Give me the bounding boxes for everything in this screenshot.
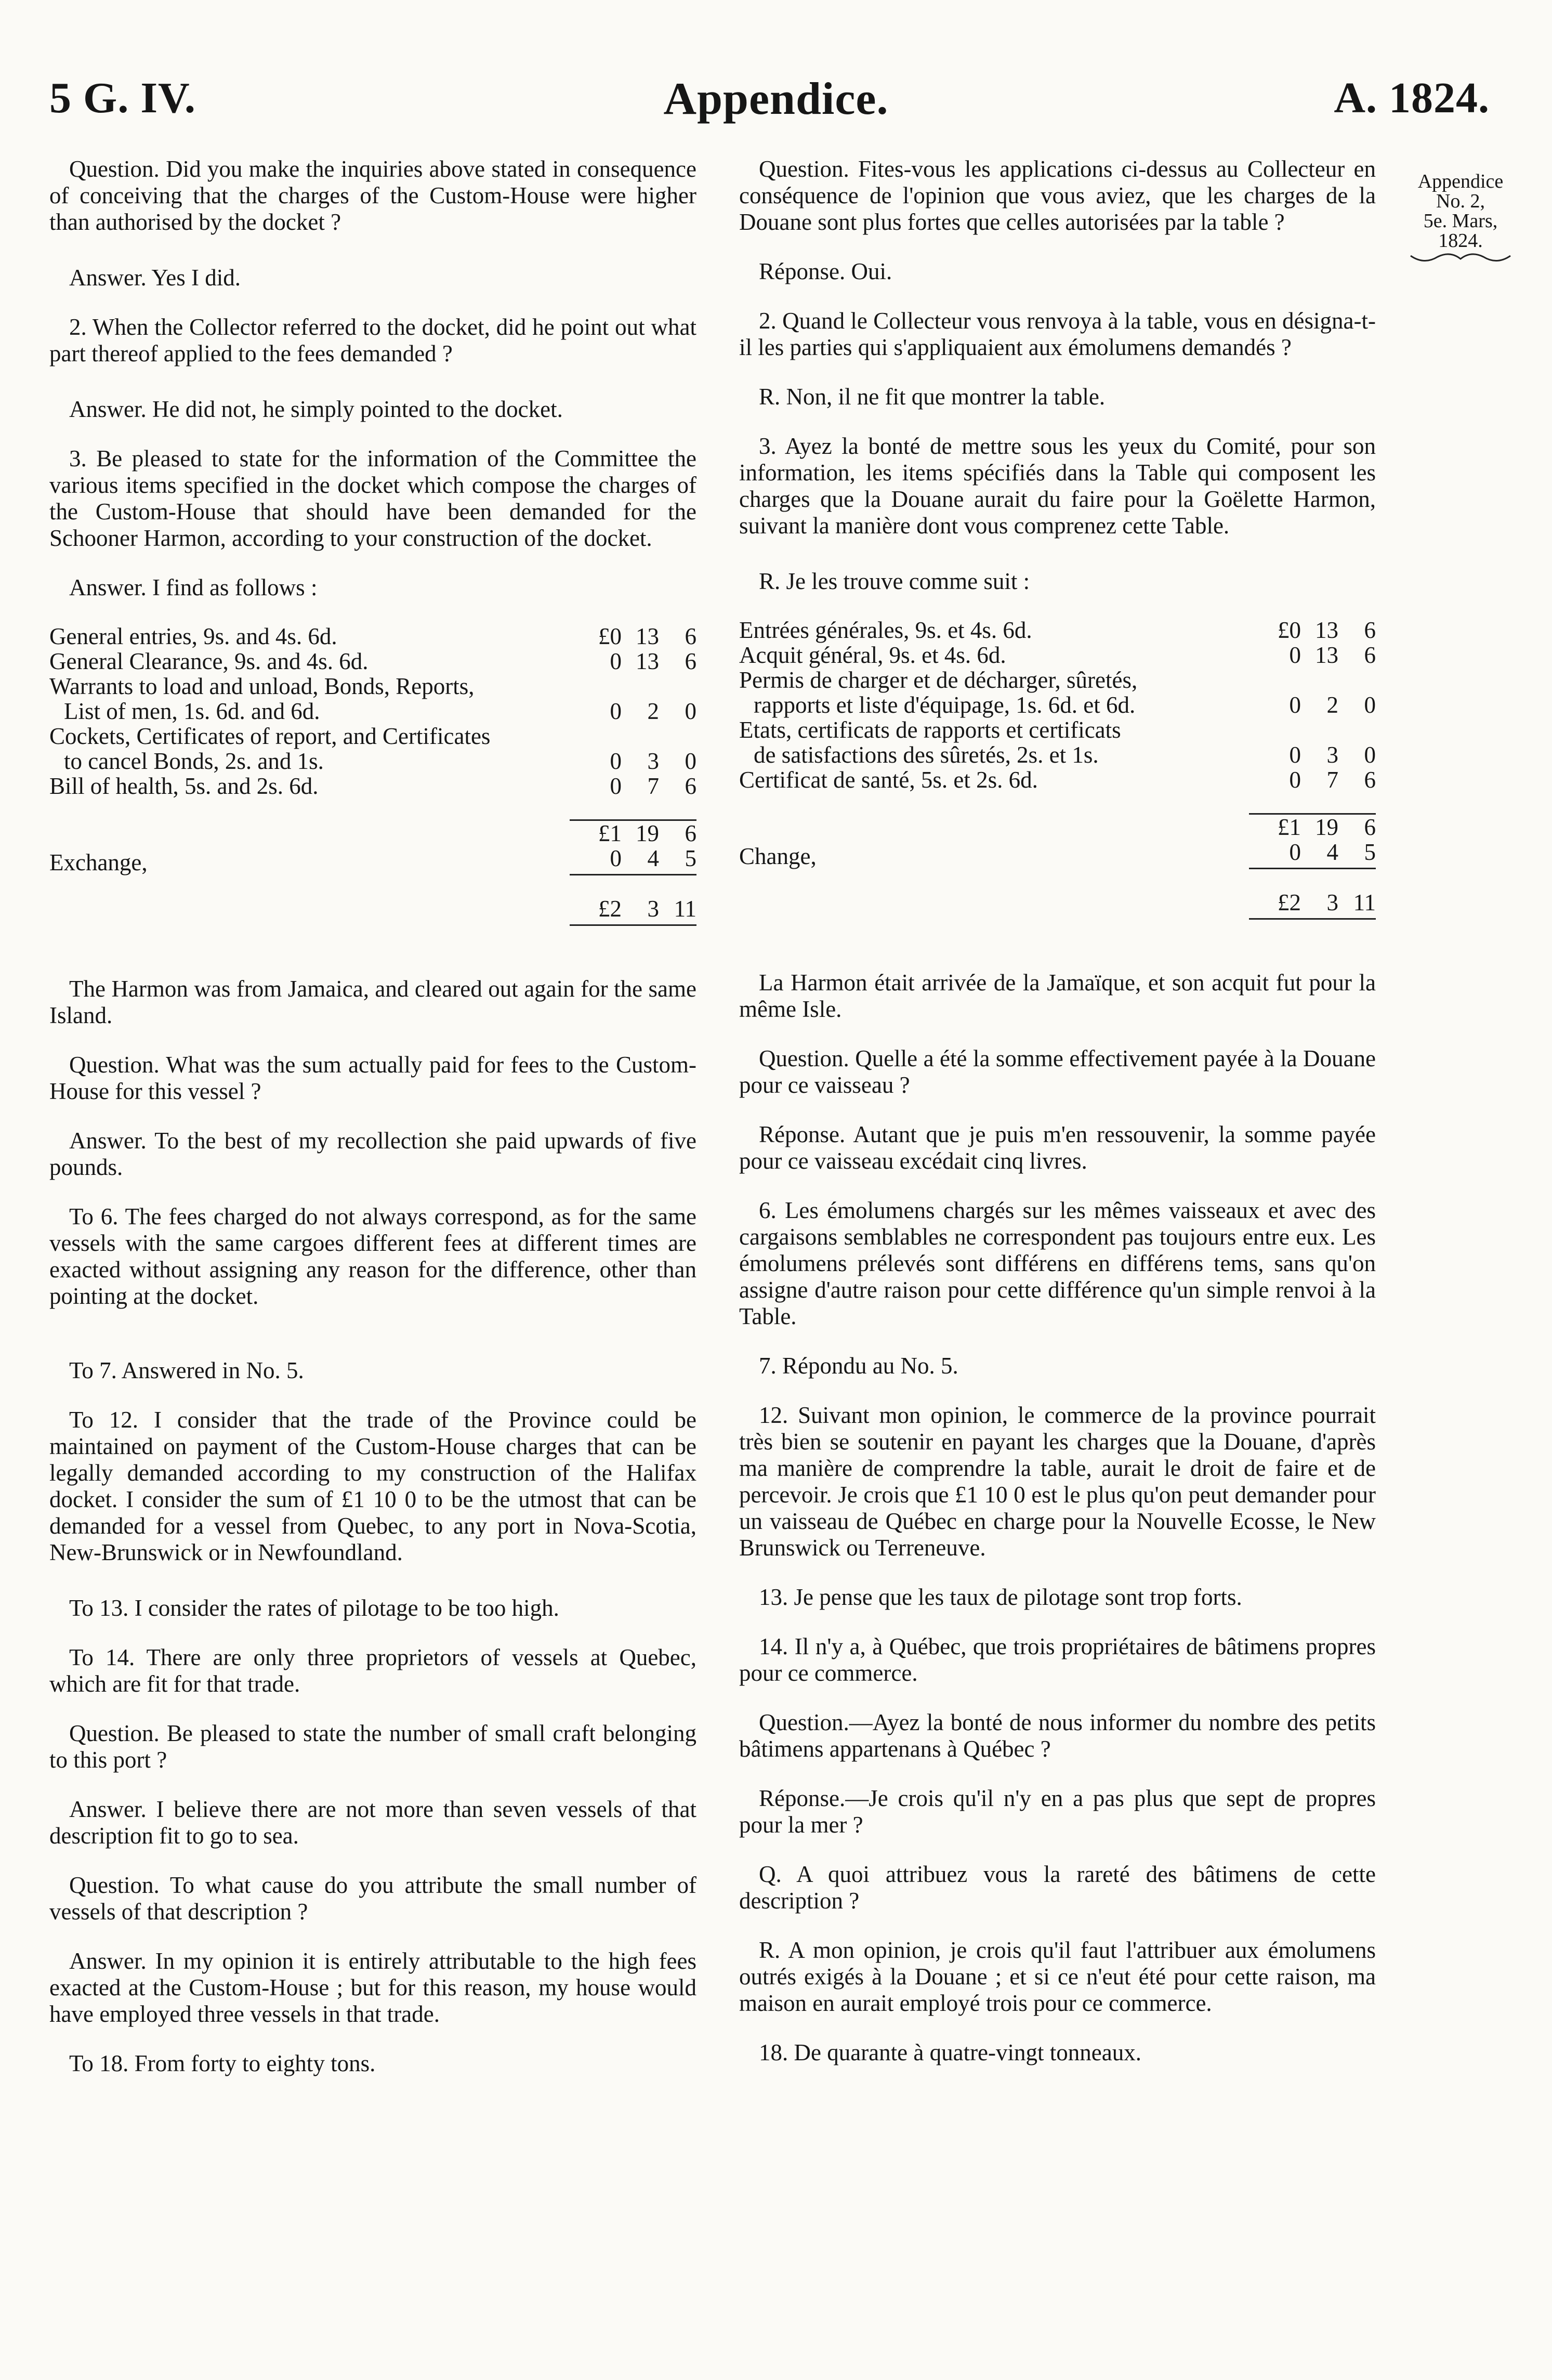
- statement-paragraph: The Harmon was from Jamaica, and cleared out again for the same Island.: [49, 976, 696, 1028]
- fee-shillings: 2: [1326, 692, 1338, 718]
- english-column: [49, 156, 696, 2100]
- question-paragraph: Question. What was the sum actually paid for fees to the Custom-House for this vessel ?: [49, 1052, 696, 1104]
- fee-pence: 0: [1364, 742, 1376, 768]
- exchange-pounds: 0: [570, 846, 622, 875]
- subtotal-pence: 6: [659, 820, 696, 846]
- answer-paragraph: Answer. I believe there are not more than seven vessels of that description fit to go to sea.: [49, 1796, 696, 1849]
- exchange-pence: 5: [1338, 840, 1376, 869]
- answer-paragraph: R. Non, il ne fit que montrer la table.: [759, 384, 1106, 410]
- fee-label: General entries, 9s. and 4s. 6d.: [49, 623, 337, 649]
- subtotal-shillings: 19: [1301, 814, 1338, 840]
- fee-pounds: 0: [610, 748, 622, 774]
- page-title: Appendice.: [663, 74, 889, 124]
- fee-label: Etats, certificats de rapports et certificats: [739, 717, 1121, 743]
- fee-shillings: 13: [1315, 617, 1338, 643]
- answer-paragraph: Réponse. Autant que je puis m'en ressouvenir, la somme payée pour ce vaisseau excédait cinq livres.: [739, 1121, 1376, 1174]
- fee-row: [739, 692, 1376, 717]
- fee-shillings: 13: [636, 648, 659, 674]
- total-shillings: 3: [1301, 890, 1338, 919]
- answer-paragraph: 14. Il n'y a, à Québec, que trois propriétaires de bâtimens propres pour ce commerce.: [739, 1633, 1376, 1686]
- question-paragraph: 3. Be pleased to state for the information of the Committee the various items specified in the docket which compose the charges of the Custom-House that should have been demanded for the Schooner Harmon, according to your construction of the docket.: [49, 446, 696, 551]
- fee-label: de satisfactions des sûretés, 2s. et 1s.: [754, 742, 1099, 768]
- fee-pence: 6: [685, 773, 696, 799]
- fee-pence: 6: [685, 623, 696, 649]
- fee-row: [49, 649, 696, 674]
- fee-pounds: 0: [1289, 767, 1301, 793]
- margin-note-line: No. 2,: [1436, 190, 1485, 212]
- margin-note: [1383, 172, 1538, 265]
- fee-row: [739, 717, 1376, 742]
- fee-label: Warrants to load and unload, Bonds, Reports,: [49, 673, 475, 699]
- fee-row: [49, 699, 696, 724]
- fee-shillings: 13: [1315, 642, 1338, 668]
- answer-paragraph: Answer. I find as follows :: [69, 574, 318, 600]
- question-paragraph: Question.—Ayez la bonté de nous informer du nombre des petits bâtimens appartenans à Québec ?: [739, 1709, 1376, 1762]
- answer-paragraph: 18. De quarante à quatre-vingt tonneaux.: [759, 2039, 1141, 2065]
- answer-paragraph: 6. Les émolumens chargés sur les mêmes vaisseaux et avec des cargaisons semblables ne correspondent pas toujours entre eux. Les émolumens prélevés sont différens en différens tems, sans qu'on assigne d'autre raison pour cette différence qu'un simple renvoi à la Table.: [739, 1197, 1376, 1329]
- total-pence: 11: [1338, 890, 1376, 919]
- fee-row: [49, 724, 696, 749]
- answer-paragraph: To 12. I consider that the trade of the Province could be maintained on payment of the Custom-House charges that can be legally demanded according to my construction of the Halifax docket. I consider the sum of £1 10 0 to be the utmost that can be demanded for a vessel from Quebec, to any port in Nova-Scotia, New-Brunswick or in Newfoundland.: [49, 1407, 696, 1565]
- fee-pounds: 0: [1289, 642, 1301, 668]
- total-shillings: 3: [622, 896, 659, 925]
- fee-label: Certificat de santé, 5s. et 2s. 6d.: [739, 767, 1038, 793]
- exchange-row: [49, 846, 696, 875]
- answer-paragraph: 7. Répondu au No. 5.: [759, 1353, 958, 1379]
- fee-label: General Clearance, 9s. and 4s. 6d.: [49, 648, 369, 674]
- fee-shillings: 2: [647, 698, 659, 724]
- fee-row: [49, 749, 696, 774]
- subtotal-row: [49, 820, 696, 846]
- fee-row: [49, 674, 696, 699]
- fee-label: Cockets, Certificates of report, and Certificates: [49, 723, 491, 749]
- fee-label: Acquit général, 9s. et 4s. 6d.: [739, 642, 1006, 668]
- fee-shillings: 3: [647, 748, 659, 774]
- subtotal-shillings: 19: [622, 820, 659, 846]
- exchange-row: [739, 840, 1376, 869]
- fee-pence: 0: [1364, 692, 1376, 718]
- fee-row: [739, 668, 1376, 692]
- answer-paragraph: To 7. Answered in No. 5.: [69, 1357, 304, 1383]
- exchange-pence: 5: [659, 846, 696, 875]
- subtotal-pounds: £1: [1249, 814, 1301, 840]
- question-paragraph: 2. Quand le Collecteur vous renvoya à la table, vous en désigna-t-il les parties qui s'appliquaient aux émolumens demandés ?: [739, 308, 1376, 360]
- fee-shillings: 13: [636, 623, 659, 649]
- exchange-label: Change,: [739, 843, 817, 869]
- total-row: [739, 890, 1376, 919]
- fee-label: rapports et liste d'équipage, 1s. 6d. et 6d.: [754, 692, 1136, 718]
- answer-paragraph: Réponse. Oui.: [759, 258, 892, 284]
- french-column: [739, 156, 1376, 2089]
- question-paragraph: Question. Be pleased to state the number of small craft belonging to this port ?: [49, 1720, 696, 1773]
- fee-label: Permis de charger et de décharger, sûretés,: [739, 667, 1138, 693]
- total-pounds: £2: [1249, 890, 1301, 919]
- answer-paragraph: Réponse.—Je crois qu'il n'y en a pas plus que sept de propres pour la mer ?: [739, 1785, 1376, 1838]
- answer-paragraph: 13. Je pense que les taux de pilotage sont trop forts.: [759, 1584, 1242, 1610]
- flourish-ornament: [1409, 252, 1512, 265]
- fee-row: [739, 767, 1376, 792]
- subtotal-row: [739, 814, 1376, 840]
- question-paragraph: Question. Fites-vous les applications ci-dessus au Collecteur en conséquence de l'opinion que vous aviez, que les charges de la Douane sont plus fortes que celles autorisées par la table ?: [739, 156, 1376, 235]
- fee-pounds: 0: [1289, 742, 1301, 768]
- exchange-label: Exchange,: [49, 849, 148, 875]
- fee-pounds: 0: [610, 773, 622, 799]
- margin-note-line: 1824.: [1438, 230, 1483, 252]
- exchange-shillings: 4: [1301, 840, 1338, 869]
- fee-row: [49, 624, 696, 649]
- fee-shillings: 7: [647, 773, 659, 799]
- session-reference: 5 G. IV.: [49, 74, 196, 122]
- fee-pounds: £0: [598, 623, 622, 649]
- answer-paragraph: Answer. Yes I did.: [69, 265, 241, 291]
- fee-row: [739, 742, 1376, 767]
- fee-row: [739, 643, 1376, 668]
- question-paragraph: Question. Quelle a été la somme effectivement payée à la Douane pour ce vaisseau ?: [739, 1045, 1376, 1098]
- fee-pence: 0: [685, 748, 696, 774]
- answer-paragraph: R. Je les trouve comme suit :: [759, 568, 1030, 594]
- fees-table: [49, 624, 696, 926]
- total-row: [49, 896, 696, 925]
- fee-pence: 6: [1364, 767, 1376, 793]
- year-reference: A. 1824.: [1334, 74, 1490, 122]
- answer-paragraph: 12. Suivant mon opinion, le commerce de la province pourrait très bien se soutenir en payant les charges que la Douane, d'après ma manière de comprendre la table, aurait le droit de faire et de percevoir. Je crois que £1 10 0 est le plus qu'on peut demander pour un vaisseau de Québec en charge pour la Nouvelle Ecosse, le New Brunswick ou Terreneuve.: [739, 1402, 1376, 1561]
- exchange-pounds: 0: [1249, 840, 1301, 869]
- answer-paragraph: Answer. In my opinion it is entirely attributable to the high fees exacted at the Custom-House ; but for this reason, my house would have employed three vessels in that trade.: [49, 1948, 696, 2027]
- fee-pounds: £0: [1278, 617, 1301, 643]
- fee-shillings: 7: [1326, 767, 1338, 793]
- total-pounds: £2: [570, 896, 622, 925]
- fee-label: List of men, 1s. 6d. and 6d.: [64, 698, 320, 724]
- fee-label: to cancel Bonds, 2s. and 1s.: [64, 748, 324, 774]
- total-pence: 11: [659, 896, 696, 925]
- question-paragraph: 2. When the Collector referred to the docket, did he point out what part thereof applied to the fees demanded ?: [49, 314, 696, 367]
- fees-table: [739, 618, 1376, 920]
- answer-paragraph: To 6. The fees charged do not always correspond, as for the same vessels with the same cargoes different fees at different times are exacted without assigning any reason for the difference, other than pointing at the docket.: [49, 1204, 696, 1309]
- answer-paragraph: To 18. From forty to eighty tons.: [69, 2050, 376, 2076]
- answer-paragraph: R. A mon opinion, je crois qu'il faut l'attribuer aux émolumens outrés exigés à la Douane ; et si ce n'eut été pour cette raison, ma maison en aurait employé trois pour ce commerce.: [739, 1937, 1376, 2016]
- subtotal-pounds: £1: [570, 820, 622, 846]
- fee-label: Entrées générales, 9s. et 4s. 6d.: [739, 617, 1032, 643]
- answer-paragraph: Answer. To the best of my recollection she paid upwards of five pounds.: [49, 1128, 696, 1180]
- fee-pounds: 0: [1289, 692, 1301, 718]
- fee-pounds: 0: [610, 698, 622, 724]
- fee-row: [739, 618, 1376, 643]
- fee-label: Bill of health, 5s. and 2s. 6d.: [49, 773, 319, 799]
- exchange-shillings: 4: [622, 846, 659, 875]
- fee-pence: 6: [685, 648, 696, 674]
- fee-pounds: 0: [610, 648, 622, 674]
- question-paragraph: Q. A quoi attribuez vous la rareté des bâtimens de cette description ?: [739, 1861, 1376, 1914]
- subtotal-pence: 6: [1338, 814, 1376, 840]
- margin-note-line: Appendice: [1417, 171, 1504, 192]
- question-paragraph: Question. To what cause do you attribute the small number of vessels of that description ?: [49, 1872, 696, 1925]
- fee-pence: 6: [1364, 642, 1376, 668]
- question-paragraph: 3. Ayez la bonté de mettre sous les yeux du Comité, pour son information, les items spécifiés dans la Table qui composent les charges que la Douane aurait du faire pour la Goëlette Harmon, suivant la manière dont vous comprenez cette Table.: [739, 433, 1376, 539]
- answer-paragraph: Answer. He did not, he simply pointed to the docket.: [69, 396, 563, 422]
- margin-note-line: 5e. Mars,: [1423, 210, 1498, 232]
- fee-pence: 0: [685, 698, 696, 724]
- fee-shillings: 3: [1326, 742, 1338, 768]
- fee-row: [49, 774, 696, 799]
- question-paragraph: Question. Did you make the inquiries above stated in consequence of conceiving that the charges of the Custom-House were higher than authorised by the docket ?: [49, 156, 696, 235]
- fee-pence: 6: [1364, 617, 1376, 643]
- answer-paragraph: To 14. There are only three proprietors of vessels at Quebec, which are fit for that trade.: [49, 1644, 696, 1697]
- answer-paragraph: To 13. I consider the rates of pilotage to be too high.: [69, 1595, 559, 1621]
- statement-paragraph: La Harmon était arrivée de la Jamaïque, et son acquit fut pour la même Isle.: [739, 970, 1376, 1022]
